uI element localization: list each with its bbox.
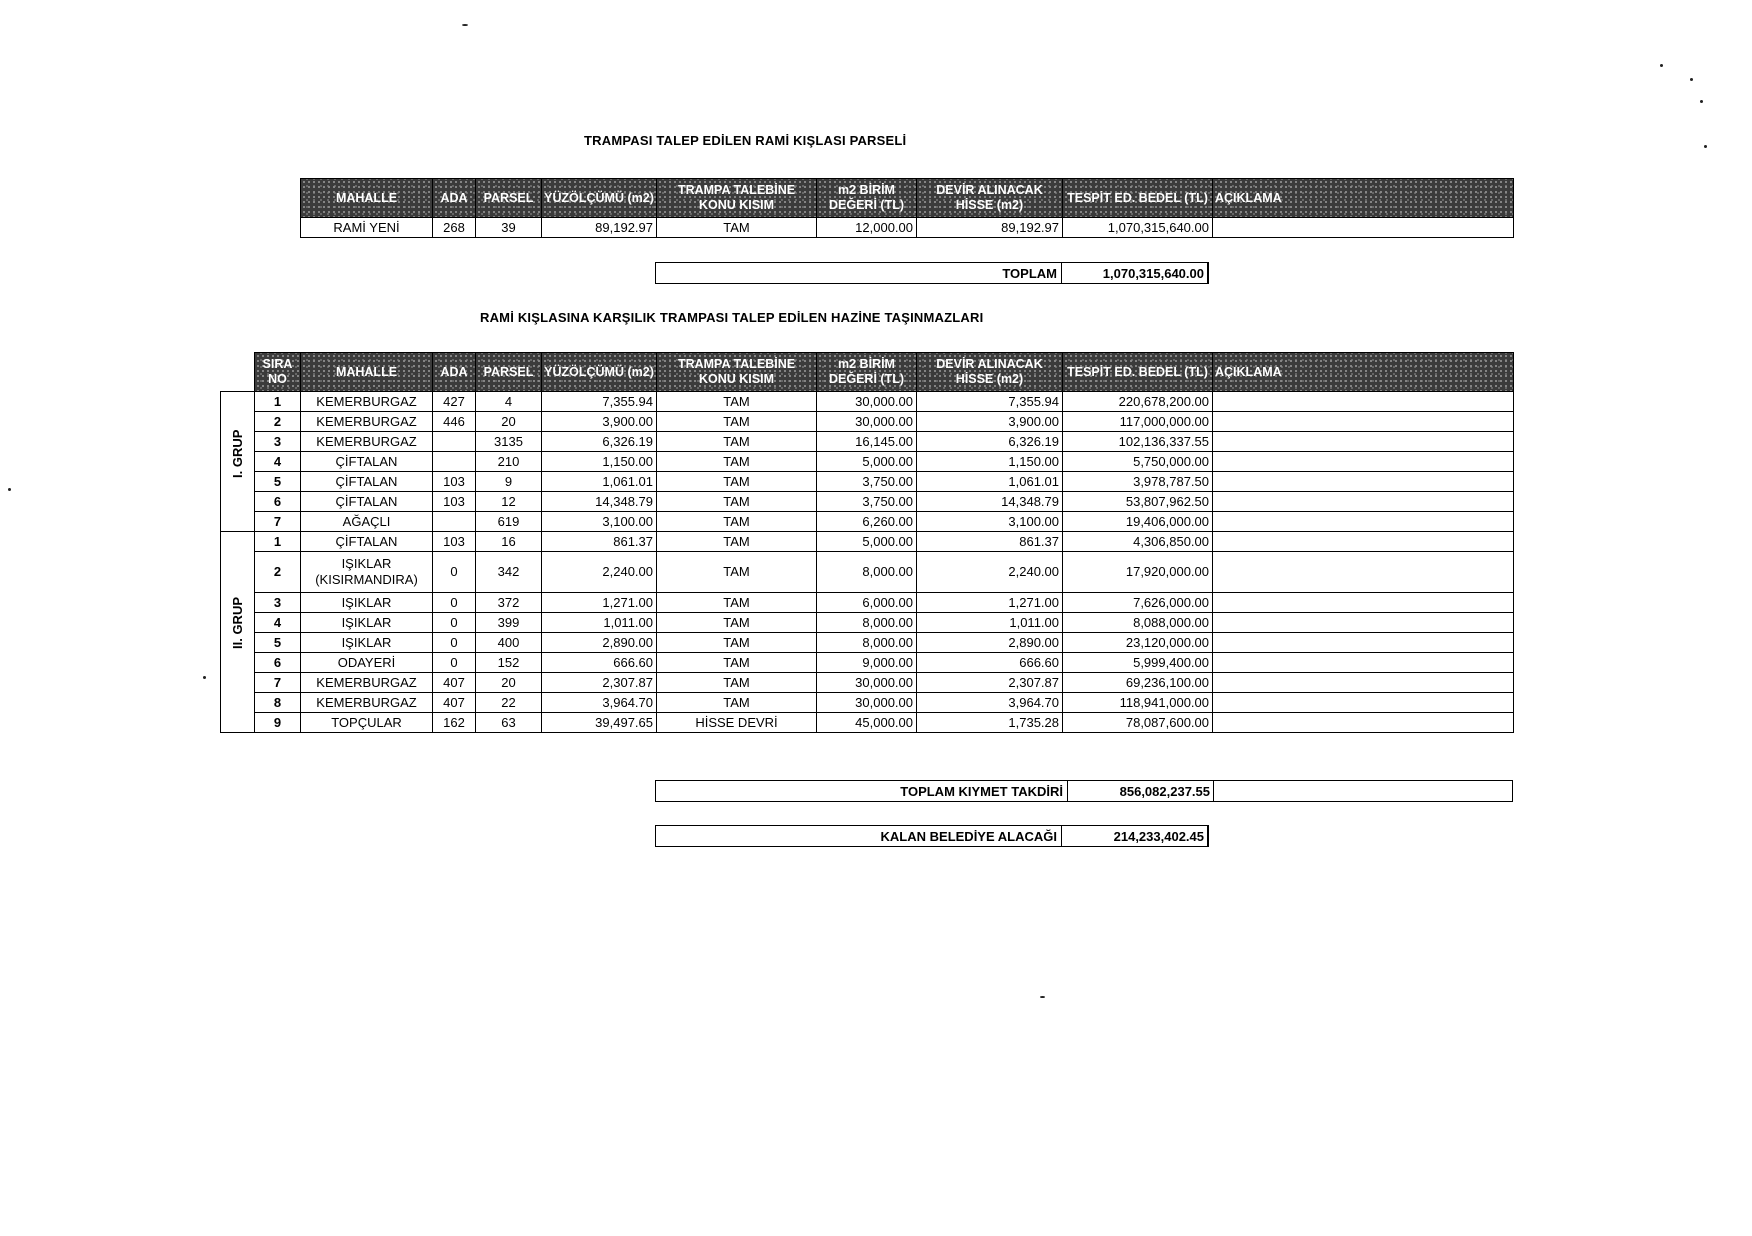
cell-devir: 2,890.00 <box>917 633 1063 653</box>
cell-aciklama <box>1213 653 1514 673</box>
cell-mahalle: RAMİ YENİ <box>301 218 433 238</box>
cell-sira: 1 <box>255 392 301 412</box>
cell-parsel: 152 <box>476 653 542 673</box>
cell-bedel: 53,807,962.50 <box>1063 492 1213 512</box>
cell-aciklama <box>1213 552 1514 593</box>
cell-aciklama <box>1213 472 1514 492</box>
table-row <box>221 593 1514 613</box>
cell-aciklama <box>1213 673 1514 693</box>
cell-mahalle: TOPÇULAR <box>301 713 433 733</box>
cell-devir: 1,061.01 <box>917 472 1063 492</box>
cell-ada <box>433 432 476 452</box>
cell-trampa: TAM <box>657 593 817 613</box>
cell-devir: 1,011.00 <box>917 613 1063 633</box>
table-row <box>221 472 1514 492</box>
cell-birim: 3,750.00 <box>817 472 917 492</box>
total-valuation-empty <box>1214 781 1512 801</box>
scan-speck <box>8 488 11 491</box>
cell-mahalle: KEMERBURGAZ <box>301 432 433 452</box>
cell-parsel: 16 <box>476 532 542 552</box>
total-valuation-value: 856,082,237.55 <box>1068 781 1214 801</box>
cell-sira: 4 <box>255 452 301 472</box>
scan-speck <box>1700 100 1703 103</box>
cell-yuzolcumu: 3,900.00 <box>542 412 657 432</box>
scan-speck <box>1660 64 1663 67</box>
group-header-blank <box>221 353 255 392</box>
cell-birim: 8,000.00 <box>817 552 917 593</box>
cell-trampa: TAM <box>657 412 817 432</box>
cell-ada: 407 <box>433 673 476 693</box>
cell-devir: 861.37 <box>917 532 1063 552</box>
cell-trampa: TAM <box>657 673 817 693</box>
cell-sira: 1 <box>255 532 301 552</box>
cell-bedel: 78,087,600.00 <box>1063 713 1213 733</box>
table-row <box>221 392 1514 412</box>
cell-devir: 2,307.87 <box>917 673 1063 693</box>
cell-ada <box>433 452 476 472</box>
cell-yuzolcumu: 2,890.00 <box>542 633 657 653</box>
cell-ada: 0 <box>433 593 476 613</box>
cell-trampa: HİSSE DEVRİ <box>657 713 817 733</box>
cell-ada: 0 <box>433 653 476 673</box>
cell-ada: 162 <box>433 713 476 733</box>
cell-yuzolcumu: 3,964.70 <box>542 693 657 713</box>
rami-parcel-table <box>300 178 1514 238</box>
cell-devir: 89,192.97 <box>917 218 1063 238</box>
table-row <box>221 633 1514 653</box>
cell-mahalle: KEMERBURGAZ <box>301 673 433 693</box>
cell-sira: 5 <box>255 472 301 492</box>
cell-trampa: TAM <box>657 512 817 532</box>
cell-trampa: TAM <box>657 653 817 673</box>
cell-mahalle: ÇİFTALAN <box>301 452 433 472</box>
table1-total-box <box>655 262 1209 284</box>
cell-birim: 30,000.00 <box>817 693 917 713</box>
cell-yuzolcumu: 2,240.00 <box>542 552 657 593</box>
cell-sira: 2 <box>255 552 301 593</box>
cell-parsel: 3135 <box>476 432 542 452</box>
group-label: II. GRUP <box>230 596 245 649</box>
cell-parsel: 22 <box>476 693 542 713</box>
cell-bedel: 1,070,315,640.00 <box>1063 218 1213 238</box>
cell-parsel: 619 <box>476 512 542 532</box>
cell-trampa: TAM <box>657 633 817 653</box>
header-bedel: TESPİT ED. BEDEL (TL) <box>1063 353 1213 392</box>
cell-yuzolcumu: 3,100.00 <box>542 512 657 532</box>
cell-mahalle: IŞIKLAR <box>301 613 433 633</box>
cell-aciklama <box>1213 633 1514 653</box>
cell-parsel: 372 <box>476 593 542 613</box>
cell-mahalle: IŞIKLAR <box>301 593 433 613</box>
cell-parsel: 400 <box>476 633 542 653</box>
cell-aciklama <box>1213 512 1514 532</box>
cell-sira: 3 <box>255 593 301 613</box>
cell-sira: 9 <box>255 713 301 733</box>
cell-parsel: 4 <box>476 392 542 412</box>
cell-bedel: 23,120,000.00 <box>1063 633 1213 653</box>
table-row <box>221 412 1514 432</box>
cell-parsel: 210 <box>476 452 542 472</box>
cell-bedel: 7,626,000.00 <box>1063 593 1213 613</box>
cell-yuzolcumu: 861.37 <box>542 532 657 552</box>
header-ada: ADA <box>433 353 476 392</box>
title-hazine-properties: RAMİ KIŞLASINA KARŞILIK TRAMPASI TALEP EDİLEN HAZİNE TAŞINMAZLARI <box>480 310 984 325</box>
cell-bedel: 19,406,000.00 <box>1063 512 1213 532</box>
header-yuzolcumu: YÜZÖLÇÜMÜ (m2) <box>542 179 657 218</box>
table1-total-value: 1,070,315,640.00 <box>1062 263 1208 283</box>
cell-mahalle: KEMERBURGAZ <box>301 693 433 713</box>
cell-birim: 30,000.00 <box>817 392 917 412</box>
group-label: I. GRUP <box>230 429 245 478</box>
scan-speck <box>462 24 468 26</box>
cell-ada: 427 <box>433 392 476 412</box>
table-row <box>221 653 1514 673</box>
cell-ada: 0 <box>433 552 476 593</box>
cell-bedel: 3,978,787.50 <box>1063 472 1213 492</box>
cell-bedel: 4,306,850.00 <box>1063 532 1213 552</box>
cell-aciklama <box>1213 713 1514 733</box>
cell-aciklama <box>1213 532 1514 552</box>
cell-devir: 14,348.79 <box>917 492 1063 512</box>
cell-ada: 0 <box>433 633 476 653</box>
cell-trampa: TAM <box>657 432 817 452</box>
table-header-row <box>221 353 1514 392</box>
header-parsel: PARSEL <box>476 179 542 218</box>
cell-yuzolcumu: 89,192.97 <box>542 218 657 238</box>
hazine-properties-table <box>220 352 1514 733</box>
cell-sira: 7 <box>255 512 301 532</box>
cell-ada: 103 <box>433 472 476 492</box>
cell-yuzolcumu: 39,497.65 <box>542 713 657 733</box>
cell-birim: 30,000.00 <box>817 412 917 432</box>
cell-devir: 1,150.00 <box>917 452 1063 472</box>
cell-yuzolcumu: 7,355.94 <box>542 392 657 412</box>
cell-yuzolcumu: 1,011.00 <box>542 613 657 633</box>
cell-yuzolcumu: 1,271.00 <box>542 593 657 613</box>
cell-trampa: TAM <box>657 613 817 633</box>
header-mahalle: MAHALLE <box>301 179 433 218</box>
cell-ada: 103 <box>433 532 476 552</box>
table-row <box>221 693 1514 713</box>
cell-mahalle: AĞAÇLI <box>301 512 433 532</box>
cell-parsel: 63 <box>476 713 542 733</box>
total-valuation-label: TOPLAM KIYMET TAKDİRİ <box>656 781 1068 801</box>
cell-ada <box>433 512 476 532</box>
cell-trampa: TAM <box>657 452 817 472</box>
header-parsel: PARSEL <box>476 353 542 392</box>
cell-bedel: 5,999,400.00 <box>1063 653 1213 673</box>
cell-aciklama <box>1213 412 1514 432</box>
cell-aciklama <box>1213 693 1514 713</box>
table-row <box>221 713 1514 733</box>
table-header-row <box>301 179 1514 218</box>
cell-birim: 30,000.00 <box>817 673 917 693</box>
cell-aciklama <box>1213 492 1514 512</box>
header-yuzolcumu: YÜZÖLÇÜMÜ (m2) <box>542 353 657 392</box>
cell-ada: 446 <box>433 412 476 432</box>
cell-mahalle: ODAYERİ <box>301 653 433 673</box>
cell-mahalle: IŞIKLAR <box>301 633 433 653</box>
cell-devir: 666.60 <box>917 653 1063 673</box>
cell-aciklama <box>1213 452 1514 472</box>
cell-parsel: 9 <box>476 472 542 492</box>
cell-ada: 407 <box>433 693 476 713</box>
cell-devir: 3,900.00 <box>917 412 1063 432</box>
table-row <box>221 532 1514 552</box>
table-row <box>221 613 1514 633</box>
cell-trampa: TAM <box>657 218 817 238</box>
cell-birim: 5,000.00 <box>817 532 917 552</box>
table1-total-label: TOPLAM <box>656 263 1062 283</box>
cell-sira: 6 <box>255 492 301 512</box>
cell-parsel: 20 <box>476 412 542 432</box>
header-birim: m2 BİRİM DEĞERİ (TL) <box>817 179 917 218</box>
cell-aciklama <box>1213 218 1514 238</box>
cell-birim: 8,000.00 <box>817 633 917 653</box>
remaining-receivable-value: 214,233,402.45 <box>1062 826 1208 846</box>
cell-yuzolcumu: 666.60 <box>542 653 657 673</box>
cell-devir: 3,964.70 <box>917 693 1063 713</box>
header-devir: DEVİR ALINACAK HİSSE (m2) <box>917 179 1063 218</box>
cell-trampa: TAM <box>657 472 817 492</box>
cell-aciklama <box>1213 593 1514 613</box>
cell-birim: 45,000.00 <box>817 713 917 733</box>
header-trampa: TRAMPA TALEBİNE KONU KISIM <box>657 353 817 392</box>
cell-birim: 6,260.00 <box>817 512 917 532</box>
cell-trampa: TAM <box>657 552 817 593</box>
cell-yuzolcumu: 14,348.79 <box>542 492 657 512</box>
cell-yuzolcumu: 1,061.01 <box>542 472 657 492</box>
cell-bedel: 102,136,337.55 <box>1063 432 1213 452</box>
scan-speck <box>203 676 206 679</box>
remaining-receivable-label: KALAN BELEDİYE ALACAĞI <box>656 826 1062 846</box>
cell-sira: 6 <box>255 653 301 673</box>
cell-sira: 7 <box>255 673 301 693</box>
cell-bedel: 17,920,000.00 <box>1063 552 1213 593</box>
table-row <box>221 552 1514 593</box>
cell-devir: 7,355.94 <box>917 392 1063 412</box>
cell-bedel: 118,941,000.00 <box>1063 693 1213 713</box>
cell-mahalle: ÇİFTALAN <box>301 472 433 492</box>
cell-bedel: 220,678,200.00 <box>1063 392 1213 412</box>
header-bedel: TESPİT ED. BEDEL (TL) <box>1063 179 1213 218</box>
cell-trampa: TAM <box>657 492 817 512</box>
table-row <box>221 512 1514 532</box>
table-row <box>301 218 1514 238</box>
cell-devir: 3,100.00 <box>917 512 1063 532</box>
cell-parsel: 399 <box>476 613 542 633</box>
cell-sira: 5 <box>255 633 301 653</box>
table-row <box>221 432 1514 452</box>
header-mahalle: MAHALLE <box>301 353 433 392</box>
header-aciklama: AÇIKLAMA <box>1213 179 1514 218</box>
cell-birim: 16,145.00 <box>817 432 917 452</box>
cell-devir: 2,240.00 <box>917 552 1063 593</box>
cell-bedel: 69,236,100.00 <box>1063 673 1213 693</box>
cell-ada: 103 <box>433 492 476 512</box>
cell-birim: 6,000.00 <box>817 593 917 613</box>
cell-birim: 3,750.00 <box>817 492 917 512</box>
cell-mahalle: KEMERBURGAZ <box>301 412 433 432</box>
remaining-receivable-box <box>655 825 1209 847</box>
cell-ada: 268 <box>433 218 476 238</box>
cell-birim: 12,000.00 <box>817 218 917 238</box>
title-rami-parcel: TRAMPASI TALEP EDİLEN RAMİ KIŞLASI PARSELİ <box>584 133 907 148</box>
cell-trampa: TAM <box>657 532 817 552</box>
cell-devir: 6,326.19 <box>917 432 1063 452</box>
cell-bedel: 5,750,000.00 <box>1063 452 1213 472</box>
cell-mahalle: ÇİFTALAN <box>301 492 433 512</box>
cell-devir: 1,735.28 <box>917 713 1063 733</box>
cell-aciklama <box>1213 392 1514 412</box>
header-sira: SIRA NO <box>255 353 301 392</box>
header-aciklama: AÇIKLAMA <box>1213 353 1514 392</box>
cell-bedel: 117,000,000.00 <box>1063 412 1213 432</box>
group-label-cell <box>221 392 255 532</box>
cell-sira: 2 <box>255 412 301 432</box>
scan-speck <box>1690 78 1693 81</box>
cell-yuzolcumu: 1,150.00 <box>542 452 657 472</box>
cell-yuzolcumu: 2,307.87 <box>542 673 657 693</box>
header-ada: ADA <box>433 179 476 218</box>
cell-aciklama <box>1213 432 1514 452</box>
group-label-cell <box>221 532 255 733</box>
cell-birim: 8,000.00 <box>817 613 917 633</box>
cell-ada: 0 <box>433 613 476 633</box>
cell-parsel: 39 <box>476 218 542 238</box>
cell-parsel: 20 <box>476 673 542 693</box>
cell-mahalle: ÇİFTALAN <box>301 532 433 552</box>
cell-birim: 9,000.00 <box>817 653 917 673</box>
cell-aciklama <box>1213 613 1514 633</box>
header-trampa: TRAMPA TALEBİNE KONU KISIM <box>657 179 817 218</box>
cell-mahalle: KEMERBURGAZ <box>301 392 433 412</box>
total-valuation-box <box>655 780 1513 802</box>
cell-yuzolcumu: 6,326.19 <box>542 432 657 452</box>
cell-sira: 3 <box>255 432 301 452</box>
table-row <box>221 452 1514 472</box>
cell-mahalle: IŞIKLAR (KISIRMANDIRA) <box>301 552 433 593</box>
cell-bedel: 8,088,000.00 <box>1063 613 1213 633</box>
cell-parsel: 12 <box>476 492 542 512</box>
cell-sira: 4 <box>255 613 301 633</box>
cell-trampa: TAM <box>657 693 817 713</box>
cell-birim: 5,000.00 <box>817 452 917 472</box>
header-birim: m2 BİRİM DEĞERİ (TL) <box>817 353 917 392</box>
scan-speck <box>1040 996 1045 998</box>
table-row <box>221 673 1514 693</box>
table-row <box>221 492 1514 512</box>
cell-devir: 1,271.00 <box>917 593 1063 613</box>
header-devir: DEVİR ALINACAK HİSSE (m2) <box>917 353 1063 392</box>
cell-sira: 8 <box>255 693 301 713</box>
cell-trampa: TAM <box>657 392 817 412</box>
scan-speck <box>1704 145 1707 148</box>
cell-parsel: 342 <box>476 552 542 593</box>
